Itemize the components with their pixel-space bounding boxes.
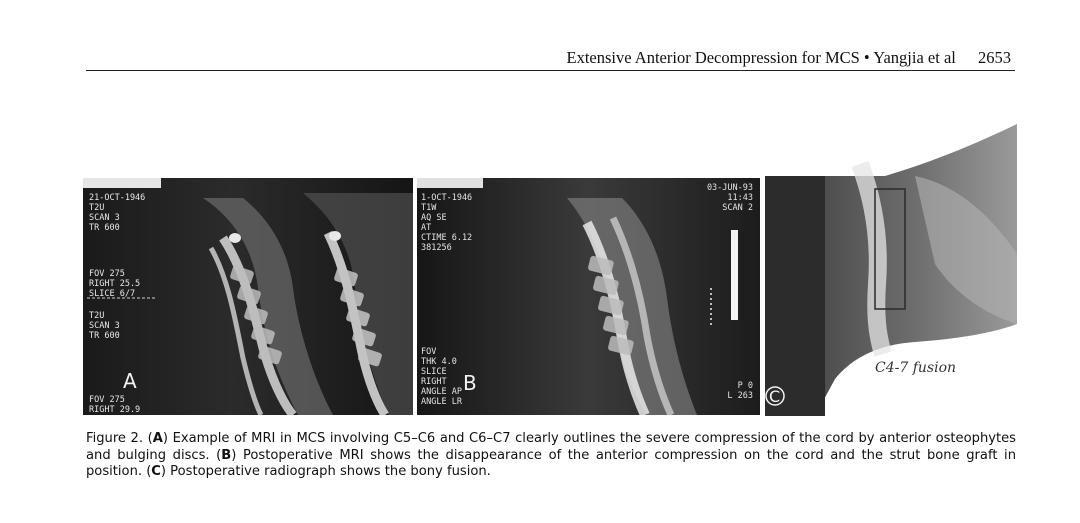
handwritten-annotation: C4-7 fusion — [875, 360, 957, 376]
running-header-text — [567, 48, 1011, 68]
mri-overlay-text: FOV — [421, 347, 437, 357]
running-header — [86, 44, 1015, 71]
mri-overlay-text: RIGHT 29.9 — [89, 405, 141, 415]
caption-prefix: Figure 2. ( — [86, 431, 153, 446]
mri-overlay-text: P 0 — [737, 381, 753, 391]
mri-overlay-text: ANGLE LR — [421, 397, 462, 407]
radiograph-image-c — [765, 124, 1017, 416]
mri-overlay-text: FOV 275 — [89, 395, 125, 405]
caption-label-a: A — [152, 431, 163, 446]
mri-overlay-text: L 263 — [727, 391, 753, 401]
mri-overlay-text: SCAN 3 — [89, 321, 120, 331]
mri-image-b — [417, 178, 760, 415]
mri-overlay-text: RIGHT — [421, 377, 447, 387]
mri-overlay-text: CTIME 6.12 — [421, 233, 473, 243]
mri-overlay-text: T2U — [89, 311, 105, 321]
mri-overlay-text: RIGHT 25.5 — [89, 279, 141, 289]
mri-overlay-text: SCAN 3 — [89, 213, 120, 223]
mri-overlay-text: THK 4.0 — [421, 357, 457, 367]
caption-label-c: C — [151, 464, 161, 479]
caption-text-b: ) Postoperative MRI shows the disappearance of the anterior compression on the cord and the strut bone graft in position. ( — [86, 447, 1016, 479]
mri-overlay-text: 11:43 — [727, 193, 753, 203]
panel-b-letter: B — [463, 371, 477, 395]
mri-overlay-text: AT — [421, 223, 432, 233]
panel-a-letter: A — [123, 369, 137, 393]
caption-text-c: ) Postoperative radiograph shows the bony fusion. — [160, 464, 491, 479]
figure-panel-a — [83, 178, 413, 415]
mri-overlay-text: SLICE — [421, 367, 447, 377]
mri-overlay-text: FOV 275 — [89, 269, 125, 279]
mri-overlay-text: SLICE 6/7 — [89, 289, 136, 299]
mri-overlay-text: 03-JUN-93 — [706, 183, 753, 193]
running-title: Extensive Anterior Decompression for MCS • Yangjia et al — [566, 48, 956, 67]
mri-overlay-text: ANGLE AP — [421, 387, 462, 397]
mri-overlay-text: TR 600 — [89, 331, 120, 341]
mri-overlay-text: TR 600 — [89, 223, 120, 233]
mri-overlay-text: SCAN 2 — [722, 203, 753, 213]
mri-overlay-text: AQ SE — [421, 213, 447, 223]
mri-overlay-text: 21-OCT-1946 — [89, 193, 146, 203]
mri-image-a — [83, 178, 413, 415]
caption-label-b: B — [221, 447, 232, 463]
mri-overlay-text: 381256 — [421, 243, 452, 253]
page-number: 2653 — [978, 48, 1011, 67]
figure-panel-b — [417, 178, 760, 415]
panel-c-letter: C — [769, 387, 781, 406]
mri-overlay-text: T1W — [421, 203, 437, 213]
caption-text-a: ) Example of MRI in MCS involving C5–C6 and C6–C7 clearly outlines the severe compression of the cord by anterior osteophytes and bulging discs. ( — [86, 431, 1016, 463]
mri-overlay-text: 1-OCT-1946 — [421, 193, 473, 203]
figure-panel-c — [765, 124, 1017, 416]
figure-caption — [86, 431, 1016, 481]
mri-overlay-text: T2U — [89, 203, 105, 213]
